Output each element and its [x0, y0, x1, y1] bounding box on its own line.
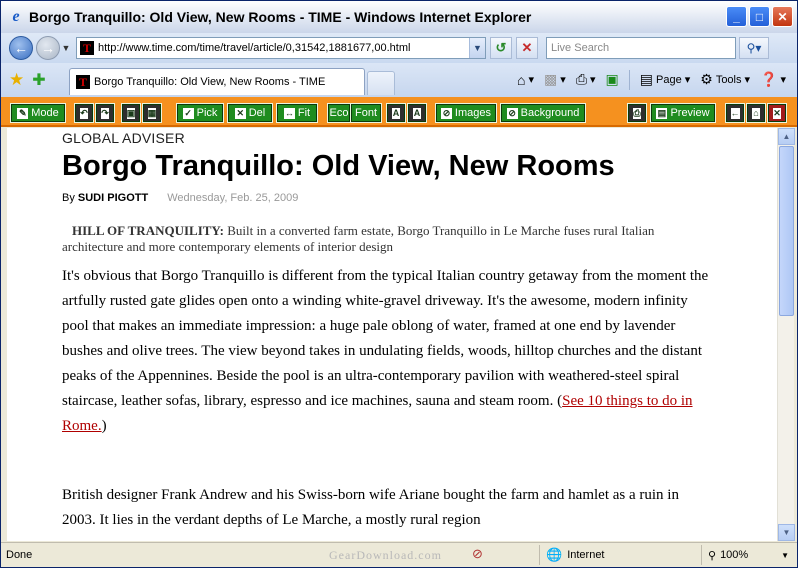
home-reader-button[interactable]: [747, 104, 765, 122]
ie-logo-icon: e: [12, 8, 20, 25]
tab-label: Borgo Tranquillo: Old View, New Rooms - TIME: [94, 76, 326, 88]
tab-favicon-icon: T: [76, 75, 90, 89]
publish-date: Wednesday, Feb. 25, 2009: [167, 192, 299, 204]
back-button[interactable]: ←: [9, 36, 33, 60]
add-favorites-icon[interactable]: ✚: [32, 72, 46, 89]
byline: [62, 192, 298, 204]
tab-row: [1, 63, 797, 97]
byline-prefix: By: [62, 192, 75, 204]
print-icon: ⎙: [633, 107, 641, 118]
pick-button[interactable]: [177, 104, 223, 122]
paragraph-text: British designer Frank Andrew and his Swiss-born wife Ariane bought the farm and hamlet as a ruin in 2003. It lies in the verdant depths of Le Marche, a mostly rural region: [62, 487, 679, 528]
rss-icon: ▩: [544, 71, 558, 87]
fit-button[interactable]: [277, 104, 317, 122]
article-paragraph: [62, 483, 712, 533]
check-icon: ✓: [184, 107, 192, 118]
tab-active[interactable]: [69, 68, 365, 95]
search-icon: ⚲: [746, 41, 756, 55]
author-name[interactable]: SUDI PIGOTT: [77, 192, 149, 204]
address-dropdown-icon[interactable]: ▼: [469, 38, 485, 58]
paragraph-text: It's obvious that Borgo Tranquillo is different from the typical Italian country getaway from the moment the artfully rusted gate glides open onto a winding white-gravel driveway. It's the awesome, modern infinity pool that makes an immediate impression: a huge pale oblong of water, framed at one end by lavender bushes and olive trees. The view beyond takes in undulating fields, woods, hilltop churches and the distant peaks of the Appennines. Beside the pool is an ultra-contemporary pavilion with weathered-steel spiral staircase, leather sofas, library, espresso and ice machines, sauna and steam room.: [62, 268, 709, 409]
mode-button[interactable]: [11, 104, 65, 122]
fit-label: Fit: [297, 107, 311, 119]
window-controls: [726, 6, 793, 27]
address-row: [1, 33, 797, 63]
refresh-button[interactable]: ↺: [490, 37, 512, 59]
tools-menu-button[interactable]: ⚙ Tools ▾: [700, 71, 751, 87]
status-bar: [1, 542, 797, 567]
toolbar-separator: [629, 70, 630, 90]
pick-label: Pick: [196, 107, 218, 119]
stop-button[interactable]: ✕: [516, 37, 538, 59]
paren-open: (: [557, 393, 563, 409]
tools-menu-label: Tools: [715, 73, 742, 86]
globe-icon: 🌐: [546, 547, 563, 562]
page-menu-button[interactable]: ▤ Page ▾: [639, 71, 691, 87]
no-background-icon: ⊘: [508, 107, 516, 118]
watermark-text: GearDownload.com: [329, 548, 442, 562]
home-icon: ⌂: [517, 71, 526, 88]
reader-toolbar: [1, 97, 797, 127]
zoom-dropdown-icon: ▼: [781, 550, 789, 560]
images-button[interactable]: [436, 104, 496, 122]
photo-caption: [62, 223, 702, 255]
close-icon: ✕: [773, 107, 781, 118]
images-label: Images: [454, 107, 491, 119]
article-paragraph: [62, 264, 712, 439]
paren-close: ): [101, 418, 107, 434]
no-images-icon: ⊘: [442, 107, 451, 118]
mode-label: Mode: [31, 107, 59, 119]
fit-arrows-icon: ↔: [284, 108, 294, 118]
section-label: GLOBAL ADVISER: [62, 130, 185, 146]
font-smaller-button[interactable]: [408, 104, 426, 122]
shrink-icon: ▦: [147, 107, 157, 118]
status-text: Done: [6, 549, 33, 561]
popup-blocked-icon[interactable]: ⊘: [472, 546, 483, 561]
del-label: Del: [248, 107, 266, 119]
gear-icon: ⚙: [700, 71, 713, 87]
scroll-up-button[interactable]: ▲: [778, 128, 795, 145]
redo-icon: ↷: [101, 107, 109, 118]
eco-label: Eco: [329, 107, 349, 119]
home-icon: ⌂: [753, 108, 759, 118]
new-tab-button[interactable]: [367, 71, 395, 95]
page-content: [7, 128, 777, 541]
caption-text: Built in a converted farm estate, Borgo Tranquillo in Le Marche fuses rural Italian architecture and more contemporary elements of interior design: [62, 223, 655, 254]
title-bar: [1, 1, 797, 33]
save-page-button[interactable]: [603, 69, 622, 90]
expand-icon: ▣: [126, 107, 136, 118]
close-reader-button[interactable]: [768, 104, 786, 122]
help-icon: ❓: [760, 71, 778, 87]
print-button[interactable]: ⎙ ▾: [575, 71, 596, 87]
security-zone[interactable]: [539, 545, 699, 565]
redo-button[interactable]: [96, 104, 114, 122]
preview-button[interactable]: [651, 104, 715, 122]
help-button[interactable]: ❓ ▾: [760, 71, 786, 87]
vertical-scrollbar[interactable]: [777, 128, 794, 541]
background-label: Background: [520, 107, 580, 119]
scroll-thumb[interactable]: [779, 146, 794, 316]
font-larger-icon: A: [392, 108, 400, 118]
font-button[interactable]: [351, 104, 381, 122]
site-favicon-icon: T: [80, 41, 94, 55]
background-button[interactable]: [501, 104, 585, 122]
feeds-button[interactable]: ▩ ▾: [544, 71, 566, 87]
home-button[interactable]: ⌂ ▾: [517, 71, 535, 88]
document-icon: ▤: [657, 107, 667, 118]
search-button[interactable]: ⚲ ▾: [739, 37, 769, 59]
font-smaller-icon: A: [413, 108, 421, 118]
font-label: Font: [355, 107, 378, 119]
save-icon: ▣: [605, 71, 619, 87]
print-icon: ⎙: [575, 71, 588, 87]
preview-label: Preview: [670, 107, 710, 119]
back-reader-button[interactable]: [726, 104, 744, 122]
zone-label: Internet: [567, 549, 605, 561]
forward-button[interactable]: →: [36, 36, 60, 60]
window-title: Borgo Tranquillo: Old View, New Rooms - TIME - Windows Internet Explorer: [29, 9, 532, 25]
undo-icon: ↶: [80, 107, 88, 118]
undo-button[interactable]: [75, 104, 93, 122]
url-text[interactable]: http://www.time.com/time/travel/article/0,31542,1881677,00.html: [98, 42, 411, 54]
expand-button[interactable]: [122, 104, 140, 122]
zoom-control[interactable]: [701, 545, 795, 565]
minimize-button[interactable]: _: [726, 6, 747, 27]
favorites-star-icon[interactable]: ★: [9, 70, 25, 89]
zoom-icon: ⚲: [708, 549, 717, 562]
article-headline: Borgo Tranquillo: Old View, New Rooms: [62, 150, 615, 182]
page-menu-label: Page: [656, 73, 682, 86]
delete-icon: ✕: [236, 107, 244, 118]
shrink-button[interactable]: [143, 104, 161, 122]
caption-heading: HILL OF TRANQUILITY:: [72, 223, 224, 238]
font-larger-button[interactable]: [387, 104, 405, 122]
close-window-button[interactable]: ✕: [772, 6, 793, 27]
maximize-button[interactable]: □: [749, 6, 770, 27]
command-bar: [514, 69, 789, 90]
print-reader-button[interactable]: [628, 104, 646, 122]
scroll-down-button[interactable]: ▼: [778, 524, 795, 541]
search-input[interactable]: Live Search: [546, 37, 736, 59]
back-arrow-icon: ←: [730, 108, 740, 118]
history-dropdown-icon[interactable]: ▼: [61, 43, 71, 53]
zoom-label: 100%: [720, 549, 749, 561]
page-icon: ▤: [639, 71, 654, 87]
eco-button[interactable]: [328, 104, 350, 122]
address-bar[interactable]: [76, 37, 486, 59]
pencil-icon: ✎: [18, 107, 27, 118]
delete-button[interactable]: [228, 104, 272, 122]
related-link[interactable]: See 10 things to do in Rome.: [62, 393, 693, 434]
